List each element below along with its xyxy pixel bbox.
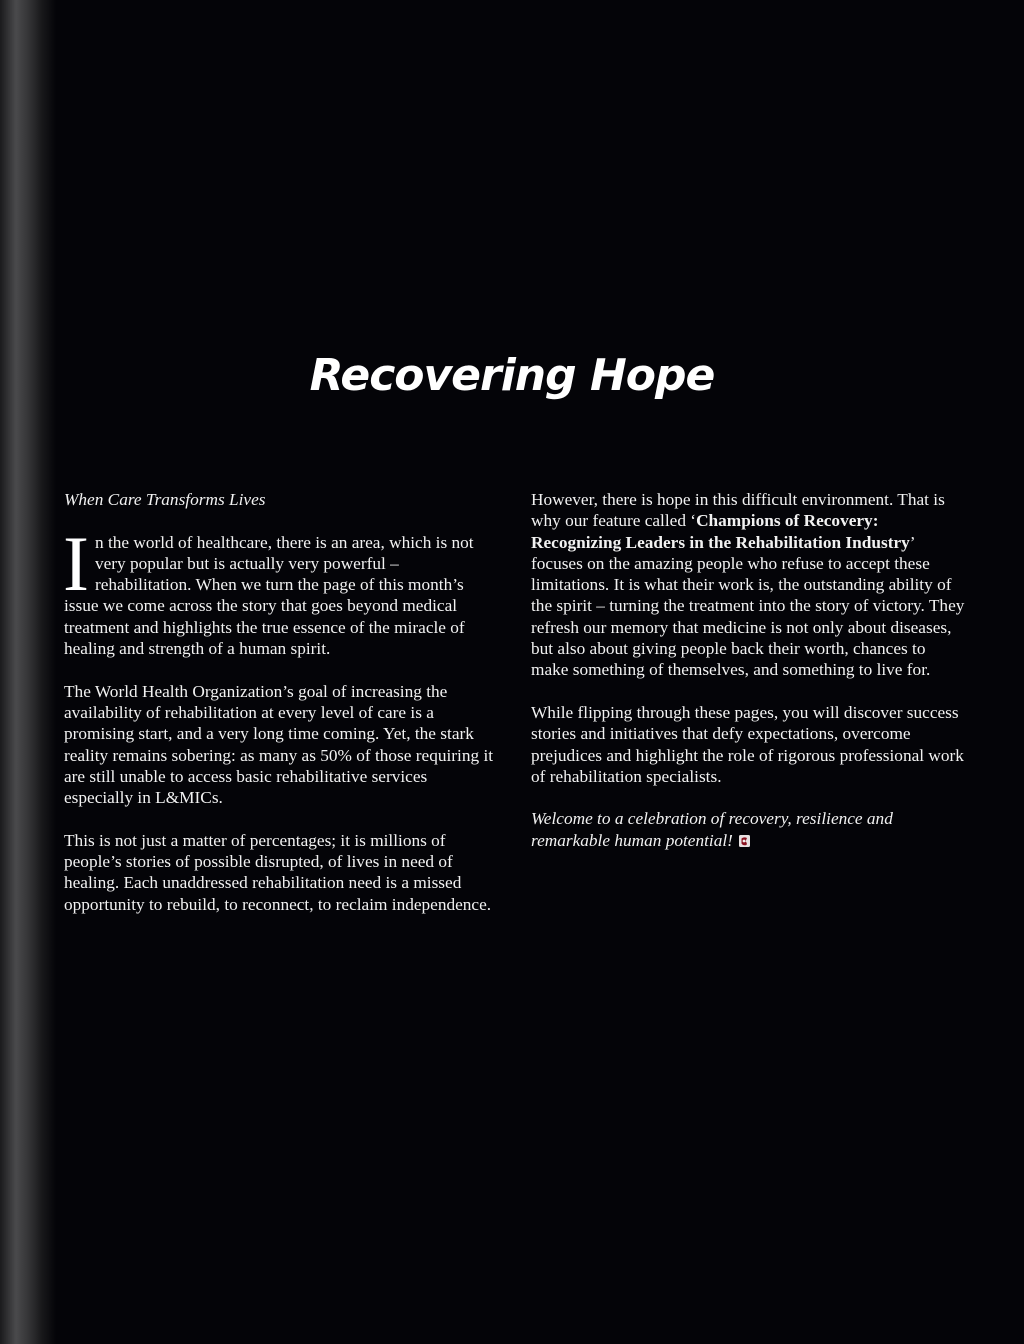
paragraph-flipping: While flipping through these pages, you will discover success stories and initiatives that defy expectations, overcome prejudices and highlight the role of rigorous professional work of rehabilitation specialists. [531,702,964,786]
left-column [64,489,496,936]
paragraph-who-goal: The World Health Organization’s goal of increasing the availability of rehabilitation at every level of care is a promising start, and a very long time coming. Yet, the stark reality remains sobering: as many as 50% of those requiring it are still unable to access basic rehabilitative services especially in L&MICs. [64,681,494,808]
paragraph-hope [531,489,967,681]
right-column [531,489,967,872]
paragraph-percentages: This is not just a matter of percentages; it is millions of people’s stories of possible disrupted, of lives in need of healing. Each unaddressed rehabilitation need is a missed opportunity to rebuild, to reconnect, to reclaim independence. [64,830,492,914]
article-kicker: When Care Transforms Lives [64,490,266,509]
paragraph-hope-intro: However, there is hope in this difficult environment. That is why our feature called ‘ [531,490,945,531]
lead-paragraph-text: n the world of healthcare, there is an area, which is not very popular but is actually very powerful – rehabilitation. When we turn the page of this month’s issue we come across the story that goes beyond medical treatment and highlights the true essence of the miracle of healing and strength of a human spirit. [64,532,474,659]
lead-paragraph [63,519,496,660]
page-spine-shadow [0,0,56,1344]
paragraph-hope-rest: ’ focuses on the amazing people who refuse to accept these limitations. It is what their work is, the outstanding ability of the spirit – turning the treatment into the story of victory. They refresh our memory that medicine is not only about diseases, but also about giving people back their worth, chances to make something of themselves, and something to live for. [531,532,965,680]
feature-name: Champions of Recovery: Recognizing Leaders in the Rehabilitation Industry [531,511,910,552]
closing-paragraph [531,808,967,851]
article-title: Recovering Hope [309,350,715,401]
closing-text: Welcome to a celebration of recovery, resilience and remarkable human potential! [531,809,893,850]
logo-end-mark-icon [739,831,750,843]
drop-cap: I [63,519,89,607]
